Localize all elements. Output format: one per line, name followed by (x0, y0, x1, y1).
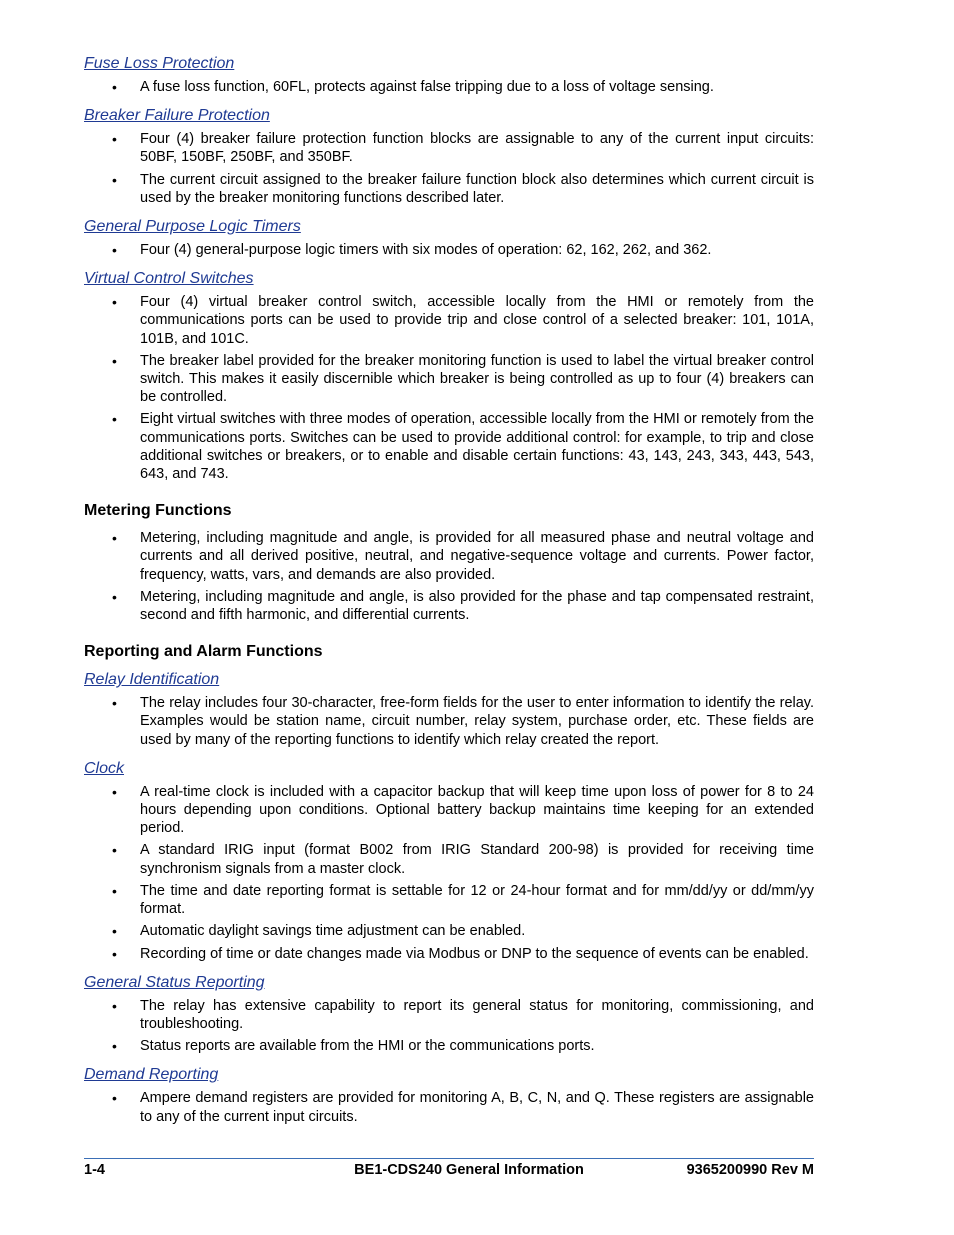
list-item: • Ampere demand registers are provided for monitoring A, B, C, N, and Q. These registers are assignable to any of the current input circuits. (84, 1089, 814, 1125)
page-footer (84, 1158, 814, 1178)
heading-virtual-switches: Virtual Control Switches (84, 270, 254, 288)
list-item: • Metering, including magnitude and angle, is also provided for the phase and tap compensated restraint, second and fifth harmonic, and differential currents. (84, 588, 814, 624)
bullet-list (84, 293, 814, 483)
bullet-list (84, 694, 814, 749)
page-number: 1-4 (84, 1162, 105, 1178)
bullet-list (84, 241, 814, 259)
list-item: • A fuse loss function, 60FL, protects against false tripping due to a loss of voltage sensing. (84, 78, 814, 96)
heading-metering: Metering Functions (84, 502, 232, 520)
list-item: • The current circuit assigned to the breaker failure function block also determines which current circuit is used by the breaker monitoring functions described later. (84, 171, 814, 207)
list-item: • Four (4) general-purpose logic timers with six modes of operation: 62, 162, 262, and 362. (84, 241, 814, 259)
document-body (84, 54, 814, 1130)
heading-general-status: General Status Reporting (84, 973, 265, 991)
bullet-list (84, 783, 814, 963)
list-item: • Four (4) breaker failure protection function blocks are assignable to any of the current input circuits: 50BF, 150BF, 250BF, and 350BF. (84, 130, 814, 166)
list-item: • Automatic daylight savings time adjustment can be enabled. (84, 922, 814, 940)
heading-clock: Clock (84, 759, 125, 777)
bullet-list (84, 1089, 814, 1125)
list-item: • Eight virtual switches with three modes of operation, accessible locally from the HMI or remotely from the communications ports. Switches can be used to provide additional control: for example, to trip and close additional switches or breakers, or to enable and disable certain functions: 43, 143, 243, 343, 443, 543, 643, and 743. (84, 410, 814, 483)
list-item: • A real-time clock is included with a capacitor backup that will keep time upon loss of power for 8 to 24 hours depending upon conditions. Optional battery backup maintains time keeping for an extended period. (84, 783, 814, 838)
list-item: • Metering, including magnitude and angle, is provided for all measured phase and neutral voltage and currents and all derived positive, neutral, and negative-sequence voltage and currents. Power factor, frequency, watts, vars, and demands are also provided. (84, 529, 814, 584)
list-item: • The breaker label provided for the breaker monitoring function is used to label the virtual breaker control switch. This makes it easily discernible which breaker is being controlled as up to four (4) breakers can be controlled. (84, 352, 814, 407)
list-item: • The relay includes four 30-character, free-form fields for the user to enter information to identify the relay. Examples would be station name, circuit number, relay system, purchase order, etc. These fields are used by many of the reporting functions to identify which relay created the report. (84, 694, 814, 749)
list-item: • The relay has extensive capability to report its general status for monitoring, commissioning, and troubleshooting. (84, 997, 814, 1033)
heading-fuse-loss: Fuse Loss Protection (84, 55, 235, 72)
bullet-list (84, 997, 814, 1056)
list-item: • Status reports are available from the HMI or the communications ports. (84, 1037, 814, 1055)
list-item: • The time and date reporting format is settable for 12 or 24-hour format and for mm/dd/yy or dd/mm/yy format. (84, 882, 814, 918)
heading-relay-identification: Relay Identification (84, 671, 220, 689)
heading-demand-reporting: Demand Reporting (84, 1066, 219, 1084)
heading-breaker-failure: Breaker Failure Protection (84, 107, 270, 125)
bullet-list (84, 130, 814, 207)
heading-logic-timers: General Purpose Logic Timers (84, 218, 301, 236)
bullet-list (84, 529, 814, 624)
bullet-list (84, 78, 814, 96)
footer-title: BE1-CDS240 General Information (354, 1162, 584, 1178)
document-number: 9365200990 Rev M (686, 1162, 814, 1178)
list-item: • Four (4) virtual breaker control switch, accessible locally from the HMI or remotely from the communications ports can be used to provide trip and close control of a selected breaker: 101, 101A, 101B, and 101C. (84, 293, 814, 348)
heading-reporting: Reporting and Alarm Functions (84, 643, 323, 661)
list-item: • A standard IRIG input (format B002 from IRIG Standard 200-98) is provided for receiving time synchronism signals from a master clock. (84, 841, 814, 877)
list-item: • Recording of time or date changes made via Modbus or DNP to the sequence of events can be enabled. (84, 945, 814, 963)
